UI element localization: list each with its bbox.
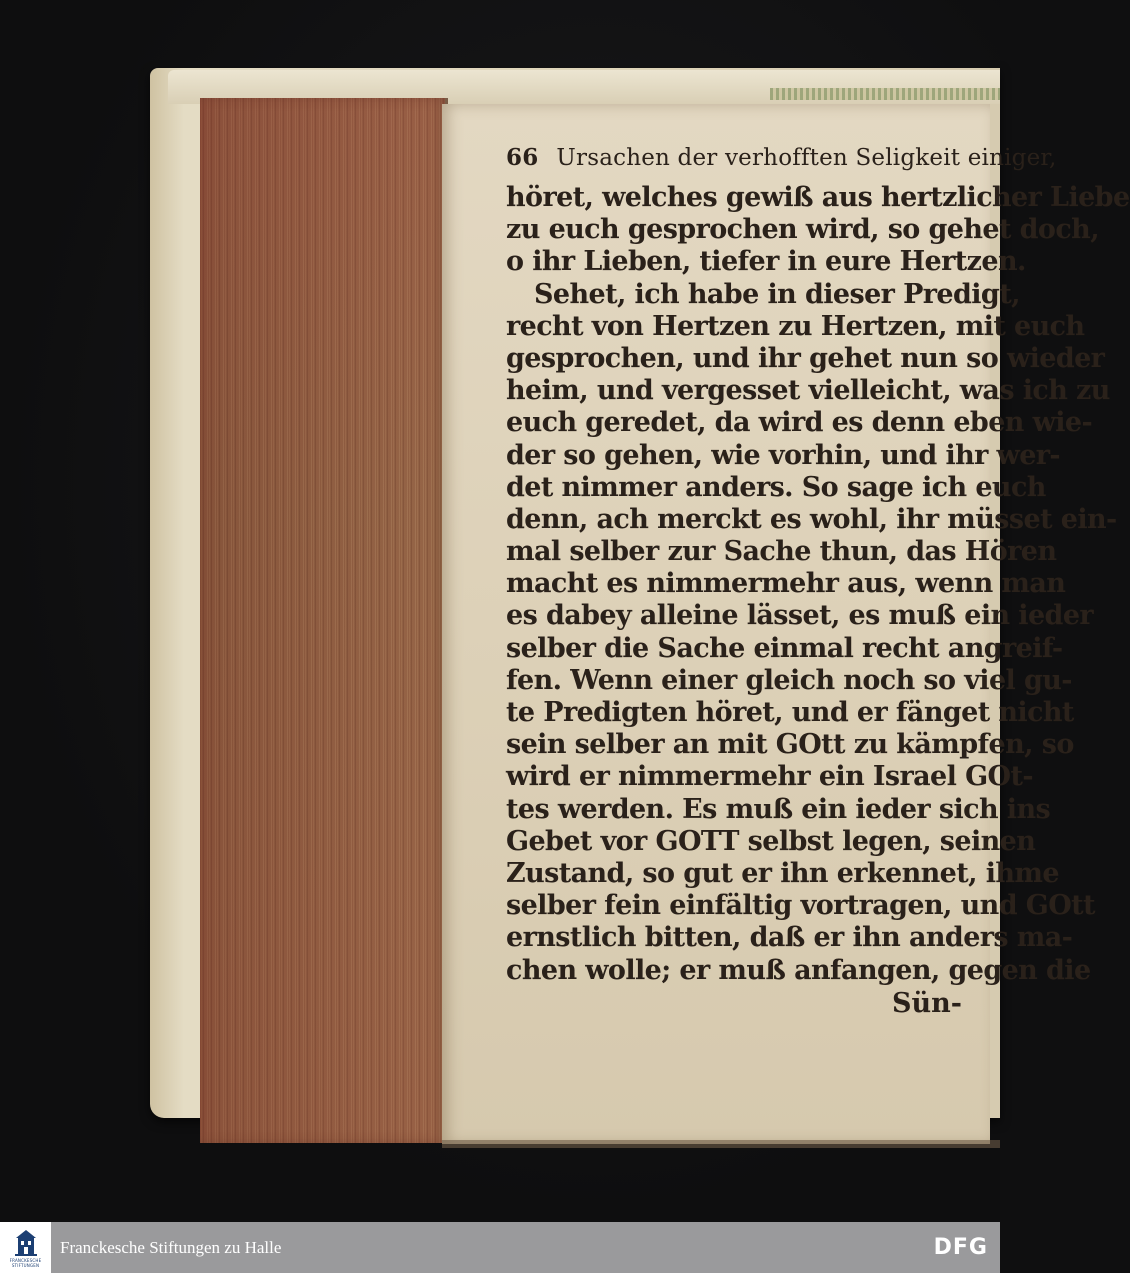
footer-bar (0, 1222, 1000, 1273)
text-line: euch geredet, da wird es denn eben wie- (506, 407, 1093, 439)
text-line: selber fein einfältig vortragen, und GOtt (506, 890, 1095, 922)
catchword: Sün- (892, 987, 962, 1019)
page-bottom-shadow (442, 1140, 1000, 1148)
text-line: zu euch gesprochen wird, so gehet doch, (506, 214, 1099, 246)
text-line: höret, welches gewiß aus hertzlicher Liebe (506, 182, 1130, 213)
text-line: tes werden. Es muß ein ieder sich ins (506, 793, 1051, 825)
text-line: es dabey alleine lässet, es muß ein ieder (506, 600, 1094, 632)
institution-logo[interactable] (0, 1222, 51, 1273)
text-line: ernstlich bitten, daß er ihn anders ma- (506, 922, 1073, 954)
text-block (506, 144, 1130, 1021)
text-line: det nimmer anders. So sage ich euch (506, 471, 1046, 503)
text-line: Gebet vor GOTT selbst legen, seinen (506, 825, 1036, 857)
text-line: Zustand, so gut er ihn erkennet, ihme (506, 857, 1059, 889)
running-head-title: Ursachen der verhofften Seligkeit einiger, (556, 145, 1057, 171)
printed-page (442, 104, 1130, 1144)
text-line: der so gehen, wie vorhin, und ihr wer- (506, 439, 1061, 471)
text-line: heim, und vergesset vielleicht, was ich zu (506, 375, 1110, 407)
headband (770, 88, 1000, 100)
running-head (506, 144, 1057, 180)
institution-name[interactable]: Franckesche Stiftungen zu Halle (60, 1237, 282, 1257)
text-line: wird er nimmermehr ein Israel GOt- (506, 761, 1033, 793)
logo-text: FRANCKESCHE STIFTUNGEN (9, 1257, 42, 1268)
page-number: 66 (506, 144, 539, 171)
text-line: denn, ach merckt es wohl, ihr müsset ein- (506, 503, 1117, 535)
text-line: mal selber zur Sache thun, das Hören (506, 536, 1057, 568)
body-lines (506, 182, 1130, 987)
text-line: recht von Hertzen zu Hertzen, mit euch (506, 310, 1085, 342)
text-line: te Predigten höret, und er fänget nicht (506, 697, 1074, 728)
text-line: sein selber an mit GOtt zu kämpfen, so (506, 729, 1074, 761)
text-line: chen wolle; er muß anfangen, gegen die (506, 954, 1091, 986)
text-line: selber die Sache einmal recht angreif- (506, 632, 1063, 664)
page-block-edges (200, 98, 448, 1143)
text-line: fen. Wenn einer gleich noch so viel gu- (506, 664, 1072, 696)
orphanage-building-icon (13, 1228, 39, 1258)
text-line: macht es nimmermehr aus, wenn man (506, 568, 1066, 600)
text-line: o ihr Lieben, tiefer in eure Hertzen. (506, 246, 1026, 278)
text-line: gesprochen, und ihr gehet nun so wieder (506, 342, 1105, 374)
text-line: Sehet, ich habe in dieser Predigt, (534, 278, 1020, 310)
dfg-logo[interactable]: DFG (933, 1235, 988, 1260)
